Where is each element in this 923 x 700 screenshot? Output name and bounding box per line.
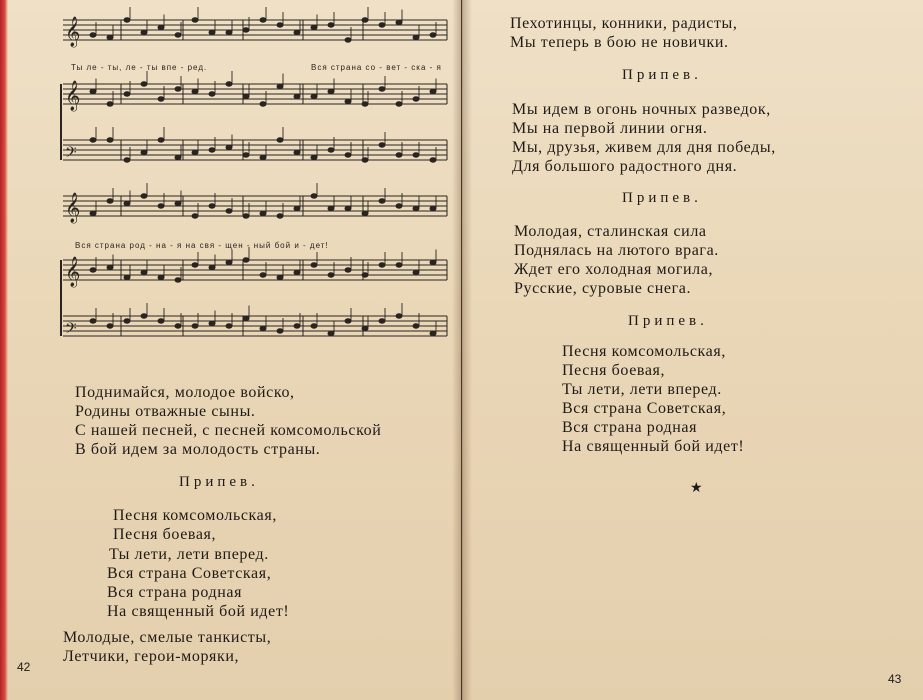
note-head [107,35,113,39]
note-head [413,270,419,274]
note-head [124,201,130,205]
note-head [243,316,249,320]
note-head [345,38,351,42]
note-head [209,204,215,208]
note-head [294,94,300,98]
note-head [141,194,147,198]
refrain-line-1: Песня комсомольская, [113,507,277,524]
note-head [328,89,334,93]
note-head [226,209,232,213]
star-icon: ★ [690,481,703,496]
note-head [192,89,198,93]
note-head [311,194,317,198]
note-head [141,270,147,274]
verse-2-line-3: Пехотинцы, конники, радисты, [510,15,738,32]
note-head [124,158,130,162]
verse-3-line-3: Мы, друзья, живем для дня победы, [512,139,776,156]
note-head [243,153,249,157]
verse-4-line-2: Поднялась на лютого врага. [514,242,719,259]
note-head [362,18,368,22]
note-head [175,278,181,282]
note-head [90,319,96,323]
note-head [209,265,215,269]
note-head [328,206,334,210]
note-head [430,89,436,93]
note-head [175,155,181,159]
note-head [141,150,147,154]
note-head [396,102,402,106]
note-head [158,319,164,323]
note-head [362,102,368,106]
page-number-right: 43 [888,672,902,686]
note-head [158,275,164,279]
note-head [175,201,181,205]
note-head [328,331,334,335]
verse-4-line-3: Ждет его холодная могила, [514,261,714,278]
left-page [0,0,461,700]
note-head [396,263,402,267]
note-head [107,102,113,106]
note-head [209,148,215,152]
refrain-heading-2: Припев. [622,190,702,206]
note-head [328,273,334,277]
note-head [328,148,334,152]
note-head [345,268,351,272]
note-head [226,30,232,34]
note-head [430,206,436,210]
note-head [294,270,300,274]
treble-clef-icon: 𝄞 [65,17,81,47]
note-head [107,265,113,269]
note-head [158,204,164,208]
refrain-heading: Припев. [179,474,259,490]
note-head [141,82,147,86]
note-head [209,30,215,34]
note-head [311,155,317,159]
note-head [396,314,402,318]
treble-clef-icon: 𝄞 [65,193,81,223]
score-underlay-3: Вся страна род - на - я на свя - щен - ный бой и - дет! [75,241,329,250]
note-head [260,102,266,106]
note-head [396,204,402,208]
note-head [226,145,232,149]
note-head [294,150,300,154]
note-head [379,23,385,27]
verse-4-line-4: Русские, суровые снега. [514,280,692,297]
note-head [192,263,198,267]
note-head [277,138,283,142]
right-page [462,0,923,700]
note-head [311,263,317,267]
note-head [413,153,419,157]
note-head [345,319,351,323]
note-head [311,324,317,328]
note-head [175,33,181,37]
note-head [277,214,283,218]
note-head [192,214,198,218]
note-head [243,28,249,32]
note-head [124,92,130,96]
note-head [379,319,385,323]
note-head [192,150,198,154]
note-head [430,158,436,162]
note-head [260,211,266,215]
note-head [107,324,113,328]
note-head [345,153,351,157]
note-head [362,158,368,162]
verse-1-line-3: С нашей песней, с песней комсомольской [75,422,382,439]
note-head [107,138,113,142]
note-head [277,275,283,279]
note-head [413,97,419,101]
refrain-line-2: Песня боевая, [113,526,217,543]
note-head [413,206,419,210]
note-head [192,324,198,328]
note-head [260,326,266,330]
note-head [277,329,283,333]
verse-2-line-4: Мы теперь в бою не новички. [510,34,729,51]
note-head [90,89,96,93]
note-head [345,99,351,103]
note-head [294,30,300,34]
note-head [175,324,181,328]
sheet-music [43,6,453,366]
note-head [124,18,130,22]
note-head [124,319,130,323]
note-head [396,153,402,157]
note-head [430,260,436,264]
note-head [362,211,368,215]
refrain-line-4: Вся страна Советская, [107,565,272,582]
note-head [141,30,147,34]
note-head [328,23,334,27]
verse-2-line-2: Летчики, герои-моряки, [63,648,240,665]
refrain-line-3: Ты лети, лети вперед. [109,546,269,563]
verse-4-line-1: Молодая, сталинская сила [514,223,707,240]
note-head [430,331,436,335]
note-head [243,214,249,218]
note-head [107,199,113,203]
page-number-left: 42 [17,660,31,674]
treble-clef-icon: 𝄞 [65,257,81,287]
final-refrain-line-6: На священный бой идет! [562,438,745,455]
note-head [90,268,96,272]
verse-2-line-1: Молодые, смелые танкисты, [63,629,272,646]
verse-1-line-1: Поднимайся, молодое войско, [75,384,295,401]
note-head [345,206,351,210]
note-head [396,20,402,24]
refrain-heading-1: Припев. [622,67,702,83]
note-head [243,94,249,98]
note-head [90,33,96,37]
note-head [175,87,181,91]
final-refrain-line-4: Вся страна Советская, [562,400,727,417]
note-head [209,321,215,325]
note-head [158,97,164,101]
note-head [90,138,96,142]
bass-clef-icon: 𝄢 [65,320,77,341]
note-head [141,314,147,318]
note-head [158,25,164,29]
note-head [209,92,215,96]
final-refrain-line-3: Ты лети, лети вперед. [562,381,722,398]
refrain-line-6: На священный бой идет! [107,603,290,620]
note-head [226,260,232,264]
note-head [158,138,164,142]
note-head [277,23,283,27]
note-head [260,18,266,22]
note-head [90,211,96,215]
book-gutter [452,0,472,700]
note-head [413,324,419,328]
note-head [430,33,436,37]
verse-3-line-2: Мы на первой линии огня. [512,120,708,137]
score-underlay-1: Ты ле - ты, ле - ты впе - ред. [71,63,208,72]
note-head [413,35,419,39]
note-head [379,87,385,91]
note-head [379,199,385,203]
note-head [243,258,249,262]
final-refrain-line-5: Вся страна родная [562,419,698,436]
bass-clef-icon: 𝄢 [65,144,77,165]
final-refrain-line-1: Песня комсомольская, [562,343,726,360]
final-refrain-line-2: Песня боевая, [562,362,666,379]
note-head [226,82,232,86]
treble-clef-icon: 𝄞 [65,81,81,111]
music-notation [43,6,453,366]
note-head [362,273,368,277]
note-head [294,324,300,328]
verse-3-line-4: Для большого радостного дня. [512,158,738,175]
note-head [226,324,232,328]
note-head [379,143,385,147]
note-head [260,155,266,159]
note-head [192,18,198,22]
verse-3-line-1: Мы идем в огонь ночных разведок, [512,101,771,118]
refrain-line-5: Вся страна родная [107,584,243,601]
note-head [277,84,283,88]
note-head [311,94,317,98]
note-head [294,206,300,210]
note-head [124,275,130,279]
refrain-heading-3: Припев. [628,313,708,329]
verse-1-line-4: В бой идем за молодость страны. [75,441,321,458]
note-head [379,263,385,267]
score-underlay-2: Вся страна со - вет - ска - я [311,63,442,72]
verse-1-line-2: Родины отважные сыны. [75,403,256,420]
note-head [362,326,368,330]
note-head [311,25,317,29]
note-head [260,273,266,277]
